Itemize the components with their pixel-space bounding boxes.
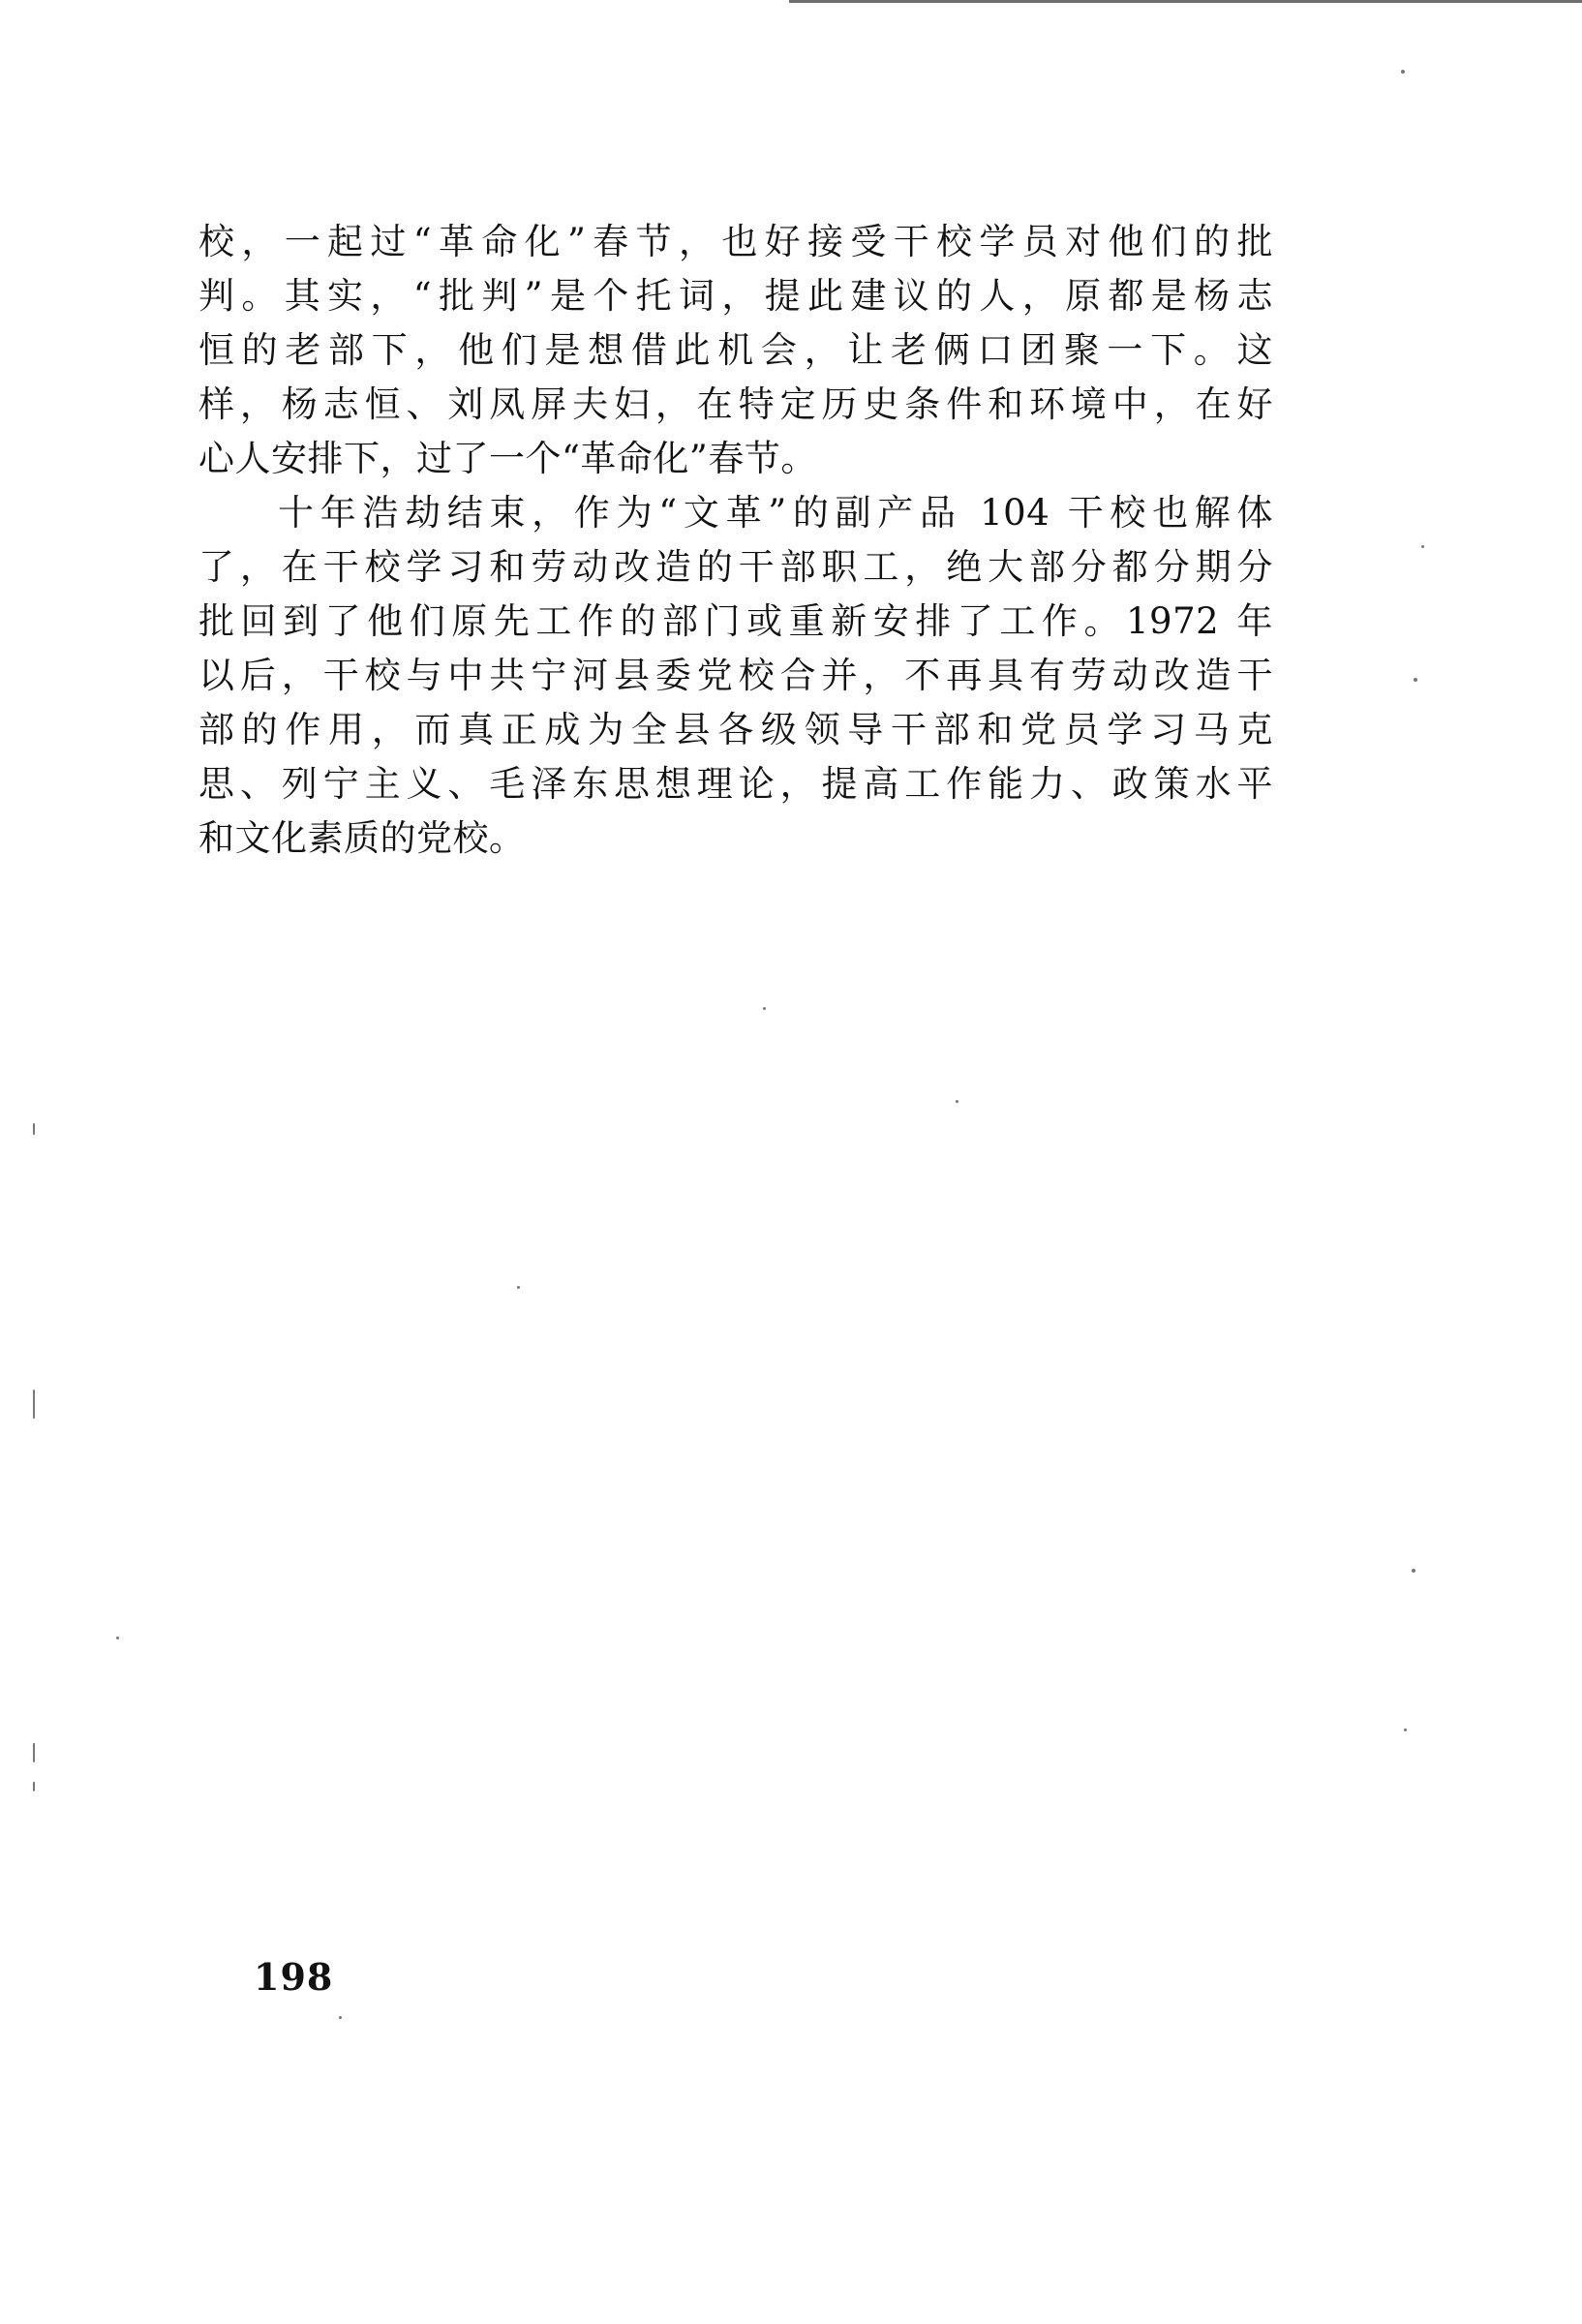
text-line: 以后，干校与中共宁河县委党校合并，不再具有劳动改造干: [198, 655, 1273, 696]
text-line: 恒的老部下，他们是想借此机会，让老俩口团聚一下。这: [198, 329, 1273, 371]
scan-speck: [33, 1782, 35, 1791]
text-line: 批回到了他们原先工作的部门或重新安排了工作。1972 年: [198, 600, 1273, 642]
scan-speck: [33, 1390, 35, 1419]
scan-speck: [116, 1636, 119, 1639]
scan-speck: [1404, 1728, 1407, 1731]
text-line: 思、列宁主义、毛泽东思想理论，提高工作能力、政策水平: [198, 763, 1273, 805]
scan-speck: [1412, 1569, 1415, 1573]
scan-speck: [1421, 545, 1424, 548]
paragraph-first-line: 十年浩劫结束，作为“文革”的副产品 104 干校也解体: [278, 492, 1273, 534]
scan-speck: [956, 1100, 958, 1103]
page-number: 198: [254, 1955, 334, 1999]
text-line: 了，在干校学习和劳动改造的干部职工，绝大部分都分期分: [198, 546, 1273, 588]
scan-speck: [33, 1743, 35, 1762]
text-line: 和文化素质的党校。: [198, 817, 526, 859]
text-line: 判。其实，“批判”是个托词，提此建议的人，原都是杨志: [198, 275, 1273, 317]
scan-speck: [1401, 70, 1405, 74]
text-line: 心人安排下，过了一个“革命化”春节。: [198, 438, 817, 479]
scan-speck: [33, 1123, 35, 1135]
top-rule: [789, 0, 1582, 3]
body-text: [198, 215, 1273, 866]
text-line: 校，一起过“革命化”春节，也好接受干校学员对他们的批: [198, 221, 1273, 262]
text-line: 样，杨志恒、刘凤屏夫妇，在特定历史条件和环境中，在好: [198, 383, 1273, 425]
scan-speck: [339, 2016, 342, 2019]
scan-speck: [517, 1286, 520, 1289]
scan-speck: [1414, 678, 1417, 682]
text-line: 部的作用，而真正成为全县各级领导干部和党员学习马克: [198, 709, 1273, 750]
scan-speck: [763, 1007, 766, 1010]
